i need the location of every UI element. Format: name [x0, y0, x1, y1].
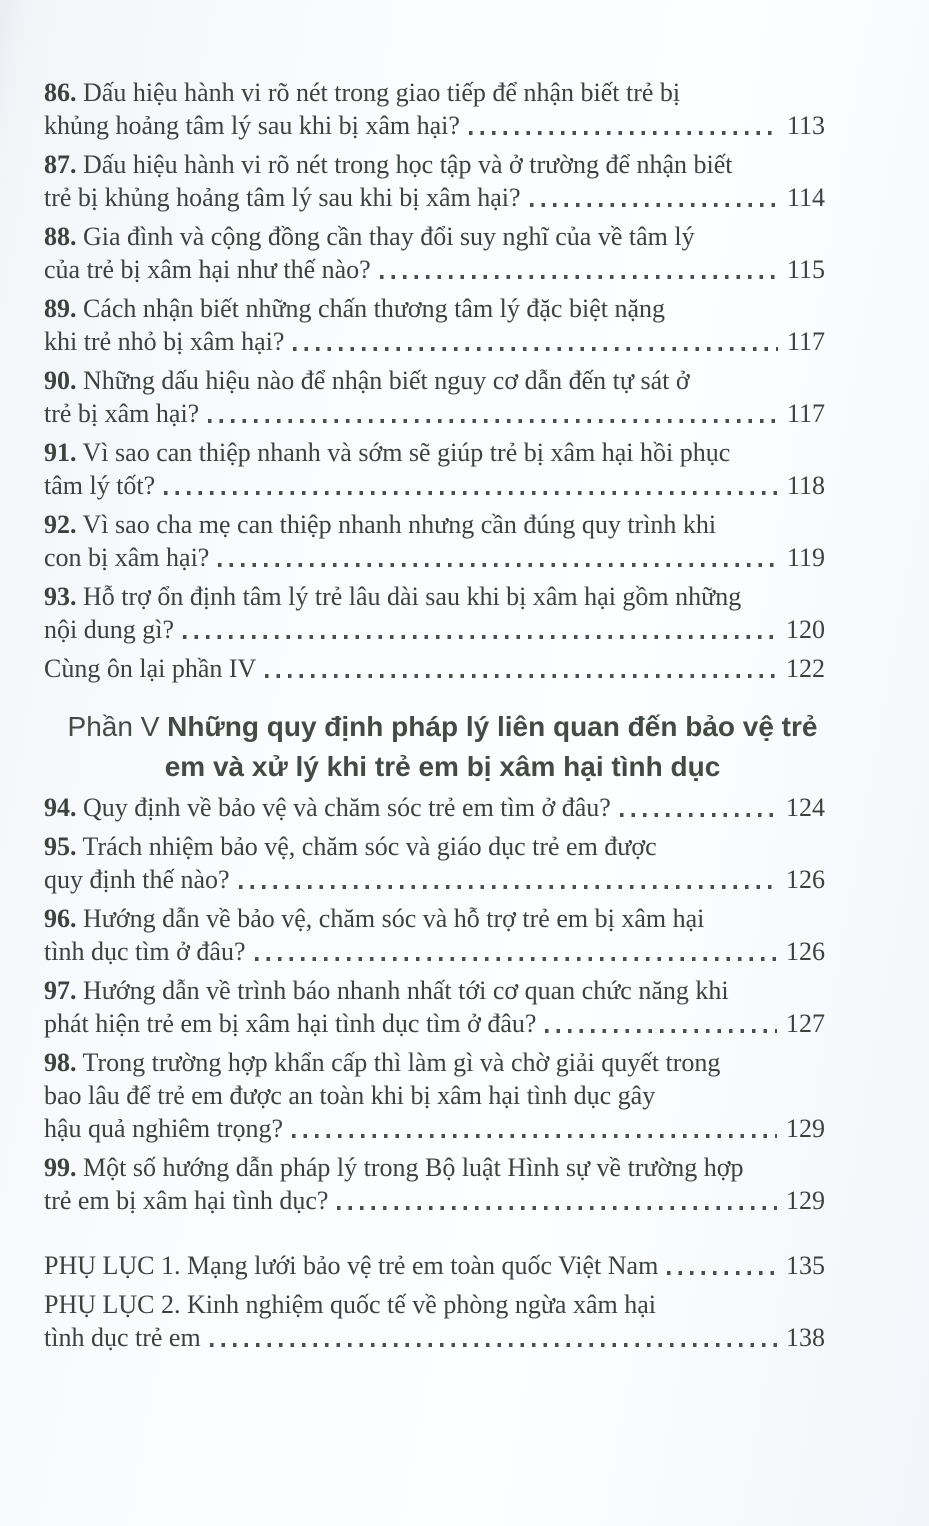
toc-entry-line	[44, 220, 825, 253]
toc-entry	[44, 220, 825, 286]
entry-text	[44, 366, 690, 395]
entry-text	[44, 1048, 720, 1077]
entry-line-text: Gia đình và cộng đồng cần thay đổi suy nghĩ của về tâm lý	[83, 222, 695, 251]
toc-entry-line	[44, 148, 825, 181]
toc-entry-line	[44, 1046, 825, 1079]
page-number: 113	[786, 111, 825, 140]
entry-line-text: tâm lý tốt?	[44, 471, 156, 500]
entry-line-text: Trách nhiệm bảo vệ, chăm sóc và giáo dục trẻ em được	[82, 832, 657, 861]
page-number: 126	[786, 865, 825, 894]
toc-entry-line	[44, 325, 825, 358]
toc-entry	[44, 974, 825, 1040]
toc-entry-line	[44, 469, 825, 502]
dot-leader	[293, 347, 778, 351]
entry-text	[44, 253, 371, 286]
toc-entry	[44, 1151, 825, 1217]
entry-line-text: Một số hướng dẫn pháp lý trong Bộ luật Hình sự về trường hợp	[83, 1153, 744, 1182]
page-number: 119	[786, 543, 825, 572]
entry-number: 89.	[44, 294, 77, 323]
dot-leader	[620, 813, 777, 817]
entry-line-text: trẻ bị khủng hoảng tâm lý sau khi bị xâm hại?	[44, 183, 521, 212]
entry-line-text: Hướng dẫn về bảo vệ, chăm sóc và hỗ trợ trẻ em bị xâm hại	[83, 904, 705, 933]
entry-text	[44, 438, 730, 467]
entry-number: 86.	[44, 78, 77, 107]
toc-entry-line	[44, 1288, 825, 1321]
toc-entry-line	[44, 974, 825, 1007]
entry-number: 91.	[44, 438, 77, 467]
toc-entry-line	[44, 652, 825, 685]
toc-entry-line	[44, 109, 825, 142]
page-number: 118	[786, 471, 825, 500]
toc-entry	[44, 791, 825, 824]
page-number: 117	[786, 399, 825, 428]
page-number: 129	[786, 1114, 825, 1143]
entry-text	[44, 652, 256, 685]
dot-leader	[239, 885, 777, 889]
entry-text	[44, 109, 460, 142]
dot-leader	[469, 131, 778, 135]
page-number: 114	[786, 183, 825, 212]
entry-number: 87.	[44, 150, 77, 179]
entry-text	[44, 469, 155, 502]
entry-number: 88.	[44, 222, 77, 251]
dot-leader	[292, 1134, 777, 1138]
entry-text	[44, 1249, 658, 1282]
entry-line-text: Hướng dẫn về trình báo nhanh nhất tới cơ quan chức năng khi	[83, 976, 729, 1005]
entry-text	[44, 1153, 744, 1182]
entry-text	[44, 1321, 201, 1354]
entry-text	[44, 222, 695, 251]
toc-entry-line	[44, 541, 825, 574]
entry-text	[44, 510, 716, 539]
entry-line-text: Vì sao can thiệp nhanh và sớm sẽ giúp trẻ bị xâm hại hồi phục	[82, 438, 731, 467]
dot-leader	[255, 957, 778, 961]
dot-leader	[210, 1343, 777, 1347]
entry-line-text: trẻ bị xâm hại?	[44, 399, 200, 428]
toc-entry-line	[44, 76, 825, 109]
entry-line-text: bao lâu để trẻ em được an toàn khi bị xâm hại tình dục gây	[44, 1081, 656, 1110]
dot-leader	[218, 563, 778, 567]
entry-line-text: của trẻ bị xâm hại như thế nào?	[44, 255, 371, 284]
entry-line-text: khủng hoảng tâm lý sau khi bị xâm hại?	[44, 111, 460, 140]
entry-line-text: hậu quả nghiêm trọng?	[44, 1114, 283, 1143]
toc-entry-line	[44, 1079, 825, 1112]
toc-entry-line	[44, 397, 825, 430]
entry-line-text: Hỗ trợ ổn định tâm lý trẻ lâu dài sau khi bị xâm hại gồm những	[83, 582, 742, 611]
toc-entry-line	[44, 613, 825, 646]
part5-heading-line2	[60, 747, 825, 787]
entry-text	[44, 1290, 656, 1319]
entry-line-text: trẻ em bị xâm hại tình dục?	[44, 1186, 329, 1215]
toc-entry-line	[44, 253, 825, 286]
entry-line-text: Cách nhận biết những chấn thương tâm lý đặc biệt nặng	[83, 294, 666, 323]
entry-number: 98.	[44, 1048, 77, 1077]
toc-part5-entries	[44, 791, 825, 1217]
toc-entry-line	[44, 292, 825, 325]
toc-entry-line	[44, 863, 825, 896]
toc-entry-line	[44, 1151, 825, 1184]
entry-text	[44, 181, 521, 214]
entry-text	[44, 1184, 328, 1217]
entry-number: 90.	[44, 366, 77, 395]
toc-entry	[44, 436, 825, 502]
entry-number: 95.	[44, 832, 77, 861]
dot-leader	[380, 275, 778, 279]
toc-entry	[44, 830, 825, 896]
toc-entry-line	[44, 1112, 825, 1145]
dot-leader	[530, 203, 778, 207]
entry-line-text: Những dấu hiệu nào để nhận biết nguy cơ dẫn đến tự sát ở	[83, 366, 690, 395]
part5-heading	[60, 707, 825, 787]
entry-line-text: tình dục tìm ở đâu?	[44, 937, 246, 966]
toc-part4-entries	[44, 76, 825, 685]
entry-text	[44, 325, 284, 358]
dot-leader	[183, 635, 777, 639]
toc-entry-line	[44, 1184, 825, 1217]
page-number: 124	[786, 793, 825, 822]
entry-line-text: Quy định về bảo vệ và chăm sóc trẻ em tìm ở đâu?	[83, 793, 611, 822]
entry-text	[44, 613, 174, 646]
entry-line-text: PHỤ LỤC 2. Kinh nghiệm quốc tế về phòng ngừa xâm hại	[44, 1290, 657, 1319]
toc-entry-line	[44, 1321, 825, 1354]
page-number: 126	[786, 937, 825, 966]
toc-entry	[44, 508, 825, 574]
page-number: 117	[786, 327, 825, 356]
toc-entry-line	[44, 580, 825, 613]
entry-text	[44, 1007, 536, 1040]
entry-line-text: tình dục trẻ em	[44, 1323, 201, 1352]
toc-entry-line	[44, 791, 825, 824]
toc-entry-line	[44, 364, 825, 397]
toc-entry	[44, 148, 825, 214]
part5-heading-line1	[60, 707, 825, 747]
dot-leader	[545, 1029, 777, 1033]
entry-text	[44, 791, 611, 824]
toc-entry	[44, 902, 825, 968]
entry-number: 96.	[44, 904, 77, 933]
entry-text	[44, 150, 733, 179]
page-number: 120	[786, 615, 825, 644]
entry-line-text: PHỤ LỤC 1. Mạng lưới bảo vệ trẻ em toàn quốc Việt Nam	[44, 1251, 659, 1280]
entry-number: 92.	[44, 510, 77, 539]
entry-text	[44, 904, 704, 933]
toc-entry-line	[44, 1249, 825, 1282]
dot-leader	[337, 1206, 777, 1210]
entry-line-text: Vì sao cha mẹ can thiệp nhanh nhưng cần đúng quy trình khi	[82, 510, 717, 539]
dot-leader	[164, 491, 778, 495]
toc-appendix-entries	[44, 1249, 825, 1354]
entry-text	[44, 935, 246, 968]
entry-line-text: nội dung gì?	[44, 615, 174, 644]
toc-entry-line	[44, 436, 825, 469]
page-number: 138	[786, 1323, 825, 1352]
entry-text	[44, 976, 729, 1005]
entry-line-text: Dấu hiệu hành vi rõ nét trong học tập và ở trường để nhận biết	[83, 150, 733, 179]
page-number: 122	[786, 654, 825, 683]
part5-title-line2: em và xử lý khi trẻ em bị xâm hại tình dục	[164, 751, 721, 782]
entry-text	[44, 1081, 655, 1110]
toc-entry	[44, 1046, 825, 1145]
entry-text	[44, 294, 665, 323]
toc-entry-line	[44, 508, 825, 541]
page-number: 129	[786, 1186, 825, 1215]
toc-entry	[44, 580, 825, 646]
entry-text	[44, 863, 230, 896]
entry-number: 99.	[44, 1153, 77, 1182]
dot-leader	[667, 1271, 777, 1275]
entry-text	[44, 582, 741, 611]
toc-entry-line	[44, 1007, 825, 1040]
entry-text	[44, 78, 680, 107]
toc-entry	[44, 1249, 825, 1282]
entry-line-text: Trong trường hợp khẩn cấp thì làm gì và chờ giải quyết trong	[82, 1048, 721, 1077]
entry-line-text: con bị xâm hại?	[44, 543, 210, 572]
toc-entry-line	[44, 935, 825, 968]
toc-entry	[44, 292, 825, 358]
entry-line-text: khi trẻ nhỏ bị xâm hại?	[44, 327, 285, 356]
part5-label: Phần V	[67, 711, 160, 742]
page-number: 135	[786, 1251, 825, 1280]
toc-entry	[44, 364, 825, 430]
entry-text	[44, 397, 199, 430]
toc-entry	[44, 76, 825, 142]
page-number: 127	[786, 1009, 825, 1038]
entry-number: 94.	[44, 793, 77, 822]
entry-line-text: quy định thế nào?	[44, 865, 230, 894]
entry-line-text: Dấu hiệu hành vi rõ nét trong giao tiếp để nhận biết trẻ bị	[83, 78, 681, 107]
toc-entry-line	[44, 181, 825, 214]
entry-text	[44, 541, 209, 574]
entry-number: 93.	[44, 582, 77, 611]
entry-number: 97.	[44, 976, 77, 1005]
toc-entry	[44, 1288, 825, 1354]
toc-entry	[44, 652, 825, 685]
dot-leader	[208, 419, 778, 423]
part5-title-line1: Những quy định pháp lý liên quan đến bảo vệ trẻ	[167, 711, 818, 742]
entry-line-text: Cùng ôn lại phần IV	[44, 654, 257, 683]
entry-line-text: phát hiện trẻ em bị xâm hại tình dục tìm ở đâu?	[44, 1009, 537, 1038]
toc-entry-line	[44, 902, 825, 935]
entry-text	[44, 832, 657, 861]
entry-text	[44, 1112, 283, 1145]
toc-entry-line	[44, 830, 825, 863]
page-number: 115	[786, 255, 825, 284]
dot-leader	[265, 674, 777, 678]
